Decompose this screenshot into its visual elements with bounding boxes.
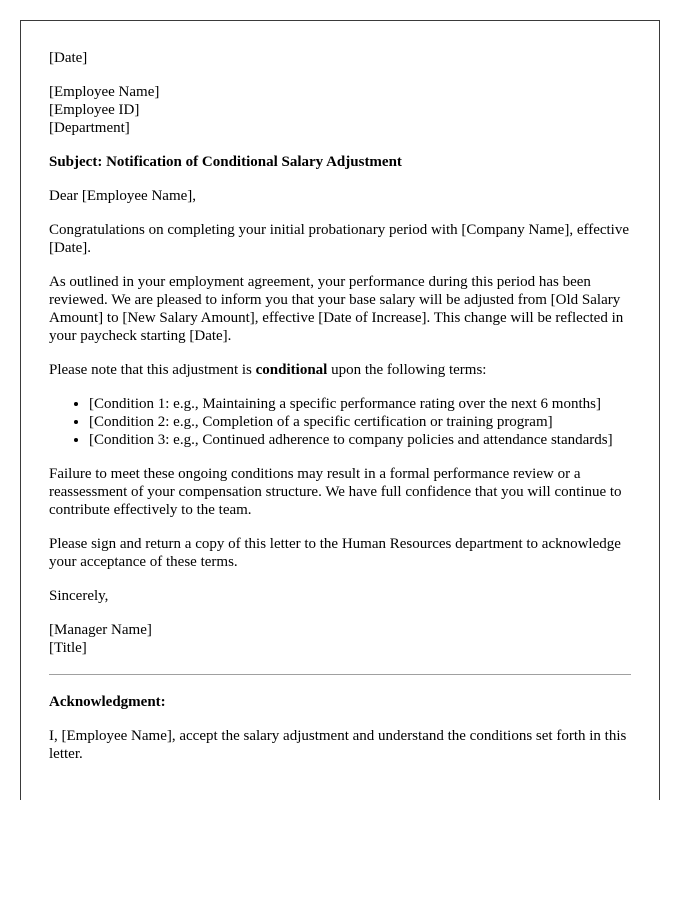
conditions-list	[49, 395, 631, 449]
recipient-block	[49, 83, 631, 137]
conditional-note-after: upon the following terms:	[327, 362, 487, 378]
condition-item: • [Condition 1: e.g., Maintaining a specific performance rating over the next 6 months]	[89, 395, 631, 413]
letter-date: [Date]	[49, 50, 88, 66]
closing: Sincerely,	[49, 588, 109, 604]
section-divider	[49, 674, 631, 675]
conditional-note-emphasis: conditional	[255, 362, 328, 378]
signature-block	[49, 621, 631, 657]
letter-subject	[49, 153, 631, 171]
paragraph-salary-adjustment: As outlined in your employment agreement, your performance during this period has been reviewed. We are pleased to inform you that your base salary will be adjusted from [Old Salary Amount] to [New Salary Amount], effective [Date of Increase]. This change will be reflected in your paycheck starting [Date].	[49, 274, 624, 344]
recipient-department: [Department]	[49, 120, 130, 136]
paragraph-failure-consequences: Failure to meet these ongoing conditions may result in a formal performance review or a reassessment of your compensation structure. We have full confidence that you will continue to contribute effectively to the team.	[49, 466, 622, 518]
letter-page	[20, 20, 660, 800]
paragraph-probation: Congratulations on completing your initial probationary period with [Company Name], effective [Date].	[49, 222, 629, 256]
acknowledgment-heading-text: Acknowledgment:	[49, 694, 166, 710]
manager-title: [Title]	[49, 640, 87, 656]
subject-text: Subject: Notification of Conditional Salary Adjustment	[49, 154, 402, 170]
recipient-name: [Employee Name]	[49, 84, 160, 100]
paragraph-sign-return: Please sign and return a copy of this letter to the Human Resources department to acknowledge your acceptance of these terms.	[49, 536, 621, 570]
salutation: Dear [Employee Name],	[49, 188, 197, 204]
condition-item: • [Condition 3: e.g., Continued adherence to company policies and attendance standards]	[89, 431, 631, 449]
condition-item: • [Condition 2: e.g., Completion of a specific certification or training program]	[89, 413, 631, 431]
acknowledgment-text: I, [Employee Name], accept the salary adjustment and understand the conditions set forth in this letter.	[49, 728, 627, 762]
conditional-note-before: Please note that this adjustment is	[49, 362, 256, 378]
manager-name: [Manager Name]	[49, 622, 152, 638]
recipient-id: [Employee ID]	[49, 102, 140, 118]
acknowledgment-heading	[49, 693, 631, 711]
date-block	[49, 49, 631, 67]
paragraph-conditional-note	[49, 361, 631, 379]
